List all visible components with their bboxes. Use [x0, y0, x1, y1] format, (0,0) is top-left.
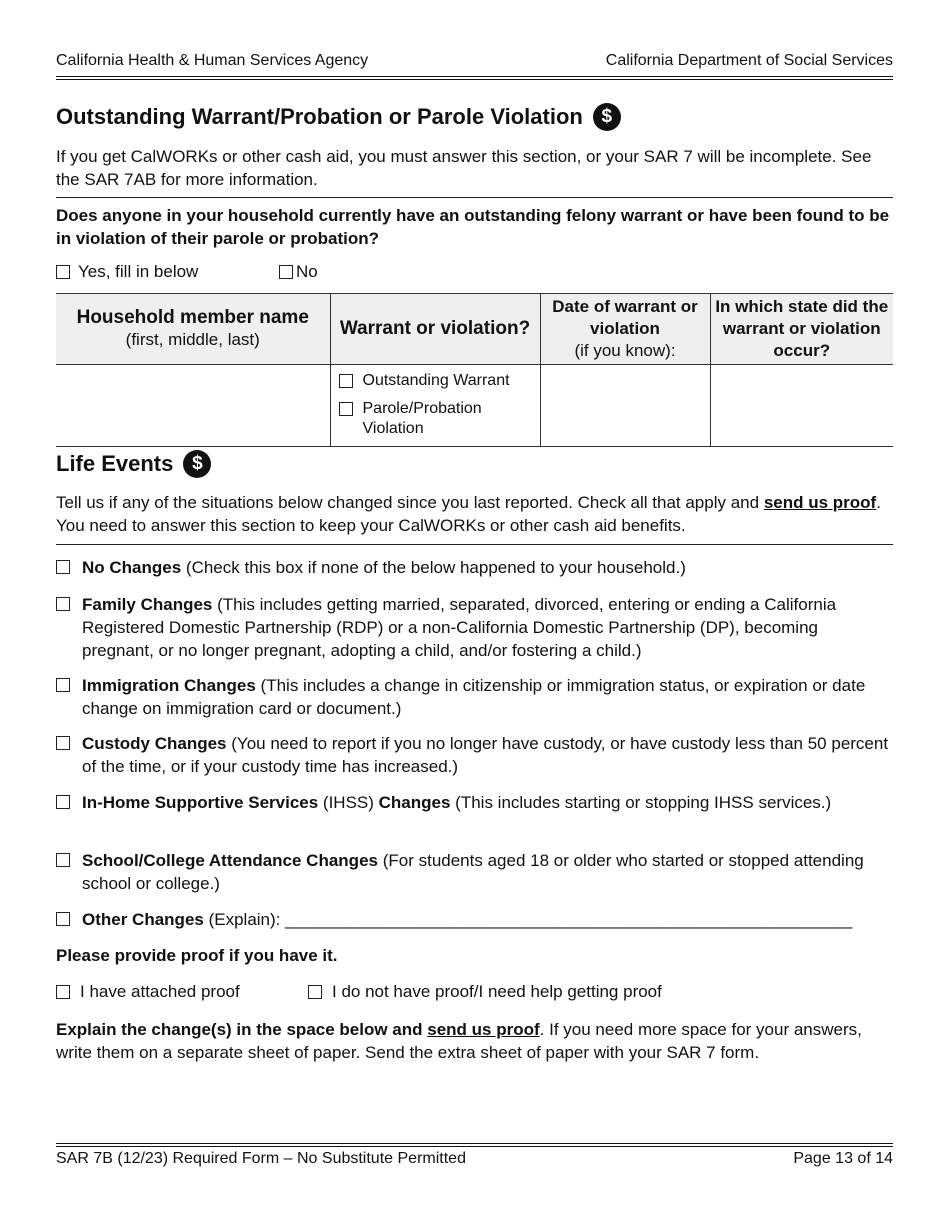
warrant-table: [56, 293, 893, 447]
item-desc: (This includes getting married, separated, divorced, entering or ending a California Registered Domestic Partnership (RDP) or a non-California Domestic Partnership (DP), becoming pregnant, or no longer pregnant, adopting a child, and/or fostering a child.): [82, 595, 837, 660]
item-desc: (This includes starting or stopping IHSS services.): [450, 793, 832, 812]
life-events-title: [56, 450, 211, 478]
col-warrant-or-violation: [330, 294, 540, 365]
no-proof-option[interactable]: [308, 982, 662, 1002]
ihss-changes-checkbox[interactable]: [56, 795, 70, 809]
intro-text-after: . You need to answer this section to keep your CalWORKs or other cash aid benefits.: [56, 493, 881, 535]
item-desc: (For students aged 18 or older who started or stopped attending school or college.): [82, 851, 864, 893]
attached-proof-option[interactable]: [56, 982, 240, 1002]
other-explain-line[interactable]: (Explain): ____________________________________________________________: [203, 910, 853, 929]
family-changes-checkbox[interactable]: [56, 597, 70, 611]
intro-text: Tell us if any of the situations below changed since you last reported. Check all that apply and: [56, 493, 764, 512]
no-label: No: [296, 262, 318, 281]
item-label: Family Changes: [82, 595, 213, 614]
divider: [56, 544, 893, 545]
family-changes-item[interactable]: [56, 593, 893, 662]
ihss-changes-item[interactable]: [56, 791, 893, 814]
life-events-intro: [56, 491, 893, 537]
footer-rule: [56, 1143, 893, 1147]
dollar-coin-icon: $: [183, 450, 211, 478]
yes-label: Yes, fill in below: [78, 262, 199, 281]
life-events-title-text: Life Events: [56, 451, 174, 476]
item-desc: (You need to report if you no longer have custody, or have custody less than 50 percent of the time, or if your custody time has increased.): [82, 734, 889, 776]
form-page: [56, 0, 893, 1230]
no-checkbox[interactable]: [279, 265, 293, 279]
divider: [56, 197, 893, 198]
no-proof-label: I do not have proof/I need help getting proof: [332, 982, 662, 1001]
item-label: In-Home Supportive Services: [82, 793, 319, 812]
col3-title: Date of warrant or violation: [552, 297, 698, 338]
col-household-member: [56, 294, 330, 365]
no-changes-item[interactable]: [56, 556, 893, 579]
school-changes-checkbox[interactable]: [56, 853, 70, 867]
item-label: No Changes: [82, 558, 182, 577]
immigration-changes-checkbox[interactable]: [56, 678, 70, 692]
parole-violation-checkbox[interactable]: [339, 402, 353, 416]
other-changes-checkbox[interactable]: [56, 912, 70, 926]
yes-checkbox[interactable]: [56, 265, 70, 279]
custody-changes-item[interactable]: [56, 732, 893, 778]
warrant-title-text: Outstanding Warrant/Probation or Parole Violation: [56, 104, 583, 129]
warrant-type-cell: [330, 365, 540, 447]
col-date: [540, 294, 710, 365]
header-rule: [56, 76, 893, 80]
warrant-question: Does anyone in your household currently have an outstanding felony warrant or have been found to be in violation of their parole or probation?: [56, 206, 890, 248]
department-name: California Department of Social Services: [605, 52, 893, 69]
attached-proof-label: I have attached proof: [80, 982, 240, 1001]
attached-proof-checkbox[interactable]: [56, 985, 70, 999]
parole-violation-option[interactable]: [331, 399, 540, 439]
col1-sub: (first, middle, last): [125, 330, 260, 349]
state-cell[interactable]: [710, 365, 893, 447]
member-name-cell[interactable]: [56, 365, 330, 447]
no-proof-checkbox[interactable]: [308, 985, 322, 999]
warrant-intro: If you get CalWORKs or other cash aid, you must answer this section, or your SAR 7 will be incomplete. See the SAR 7AB for more information.: [56, 147, 872, 189]
page-header: [56, 52, 893, 72]
send-proof-emphasis: send us proof: [763, 493, 877, 512]
explain-bold: Explain the change(s) in the space below and: [56, 1020, 428, 1039]
custody-changes-checkbox[interactable]: [56, 736, 70, 750]
item-desc: (This includes a change in citizenship or immigration status, or expiration or date change on immigration card or document.): [82, 676, 866, 718]
col-state: [710, 294, 893, 365]
immigration-changes-item[interactable]: [56, 674, 893, 720]
page-number: Page 13 of 14: [793, 1150, 893, 1167]
item-abbrev: (IHSS): [318, 793, 379, 812]
other-changes-item[interactable]: [56, 908, 893, 931]
no-changes-checkbox[interactable]: [56, 560, 70, 574]
school-changes-item[interactable]: [56, 849, 893, 895]
agency-name: California Health & Human Services Agency: [56, 52, 369, 69]
proof-heading: Please provide proof if you have it.: [56, 946, 338, 965]
col4-title: In which state did the warrant or violation occur?: [715, 297, 889, 360]
col3-sub: (if you know):: [574, 341, 676, 360]
outstanding-warrant-option[interactable]: [331, 371, 540, 391]
dollar-coin-icon: $: [593, 103, 621, 131]
item-desc: (Check this box if none of the below happened to your household.): [181, 558, 686, 577]
item-label: Immigration Changes: [82, 676, 256, 695]
item-label-2: Changes: [378, 793, 451, 812]
warrant-section-title: [56, 103, 621, 131]
outstanding-warrant-checkbox[interactable]: [339, 374, 353, 388]
parole-violation-label: Parole/Probation Violation: [362, 400, 482, 437]
date-cell[interactable]: [540, 365, 710, 447]
col2-title: Warrant or violation?: [339, 318, 531, 339]
item-label: Other Changes: [82, 910, 204, 929]
col1-title: Household member name: [76, 307, 309, 328]
explain-text: . If you need more space for your answers, write them on a separate sheet of paper. Send the extra sheet of paper with your SAR 7 form.: [56, 1020, 862, 1062]
warrant-no-option[interactable]: [279, 262, 318, 282]
send-proof-emphasis: send us proof: [427, 1020, 540, 1039]
form-id: SAR 7B (12/23) Required Form – No Substitute Permitted: [56, 1150, 466, 1167]
item-label: School/College Attendance Changes: [82, 851, 378, 870]
warrant-yes-option[interactable]: [56, 262, 198, 282]
outstanding-warrant-label: Outstanding Warrant: [362, 372, 510, 389]
item-label: Custody Changes: [82, 734, 227, 753]
explain-instructions: [56, 1018, 893, 1064]
